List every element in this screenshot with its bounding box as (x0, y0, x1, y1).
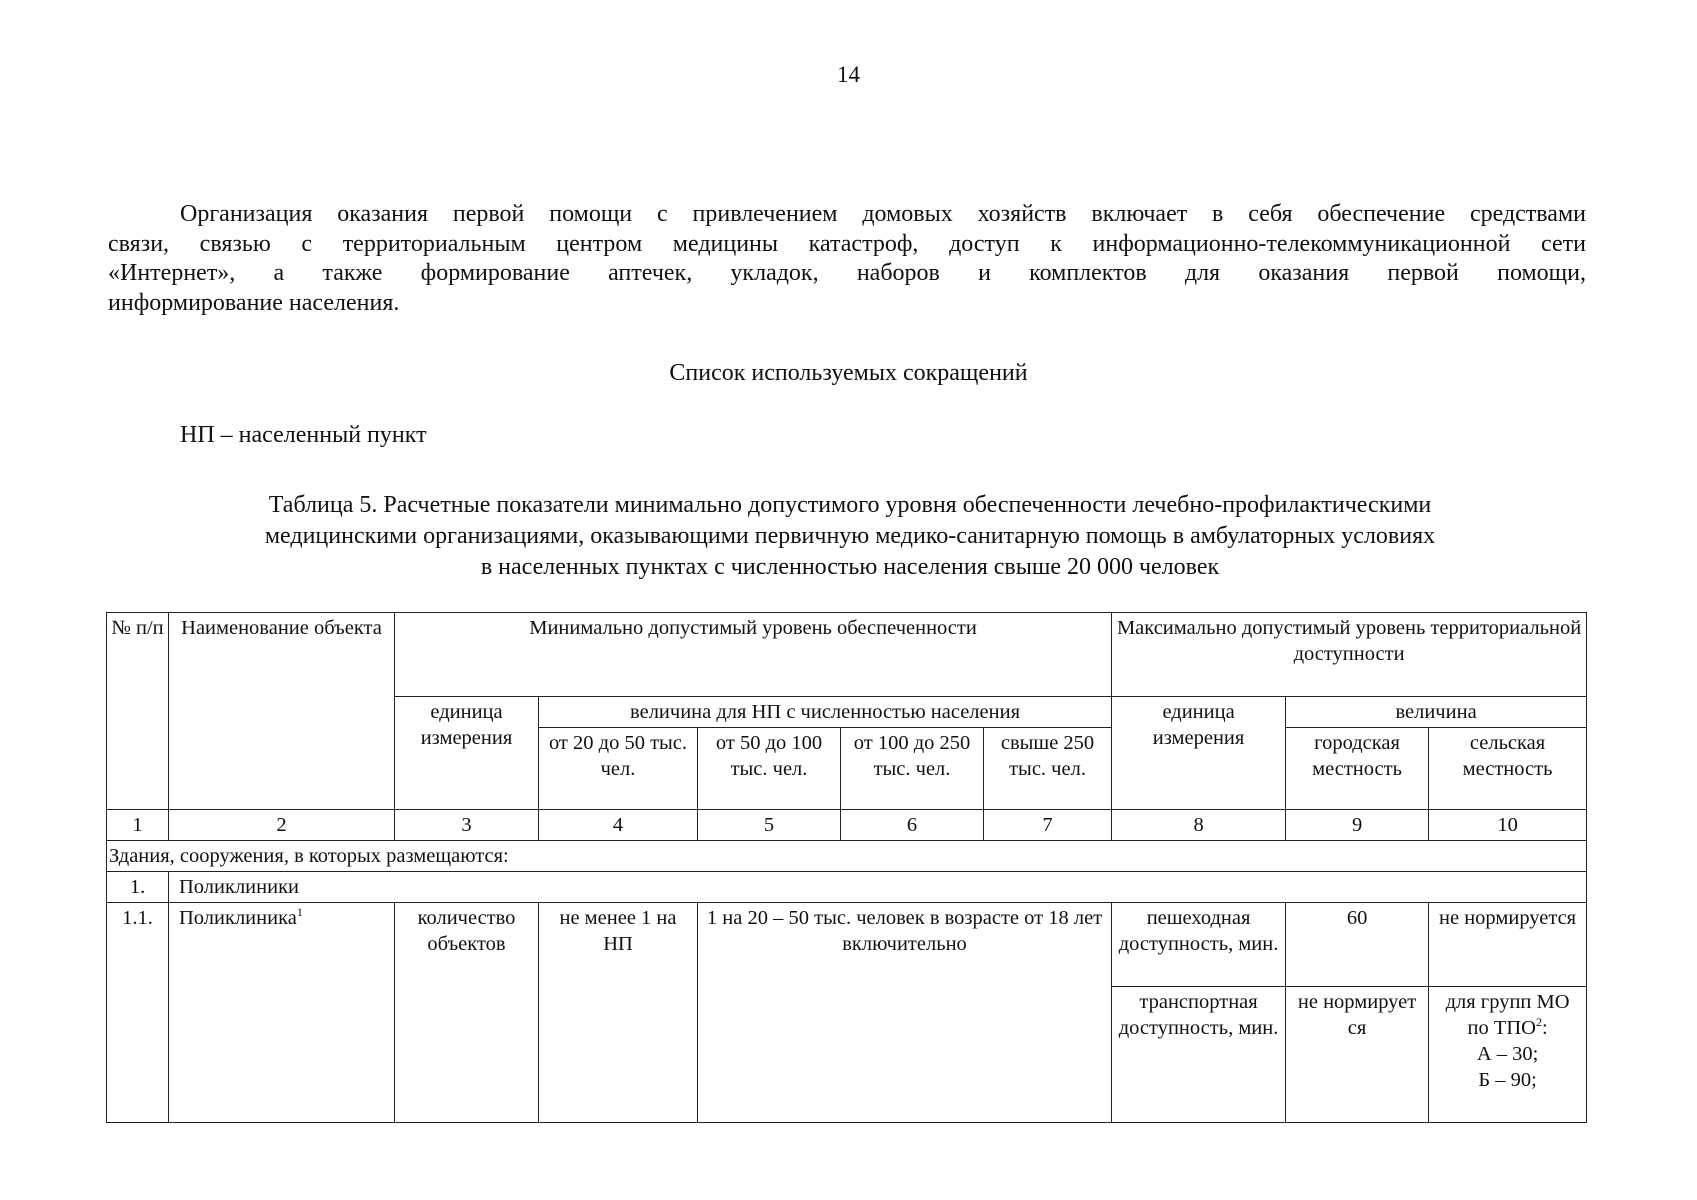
row-transport-rural-line2: А – 30; (1476, 1043, 1539, 1065)
abbreviations-title: Список используемых сокращений (669, 360, 1028, 386)
abbreviation-item: НП – населенный пункт (180, 422, 427, 448)
row-transport-urban: не нормирует ся (1286, 987, 1429, 1123)
header-pop-250-plus: свыше 250 тыс. чел. (984, 728, 1112, 810)
header-num: № п/п (107, 613, 169, 810)
header-max-level: Максимально допустимый уровень территориальной доступности (1112, 613, 1587, 697)
row-pop-20-50: не менее 1 на НП (539, 903, 698, 1123)
column-number-row (107, 810, 1587, 841)
row-transport-rural: для групп МО по ТПО$^2$: А – 30; Б – 90; (1429, 987, 1587, 1123)
row-transport-unit: транспортная доступность, мин. (1112, 987, 1286, 1123)
row-transport-rural-line3: Б – 90; (1478, 1069, 1537, 1091)
column-number: 1 (107, 810, 169, 841)
row-walk-rural: не нормируется (1429, 903, 1587, 987)
indicators-table (106, 612, 1587, 1123)
header-min-level: Минимально допустимый уровень обеспеченности (395, 613, 1112, 697)
header-pop-100-250: от 100 до 250 тыс. чел. (841, 728, 984, 810)
row-walk-unit: пешеходная доступность, мин. (1112, 903, 1286, 987)
header-unit: единица измерения (395, 697, 539, 810)
row-name-text: Поликлиника (179, 907, 297, 929)
paragraph-line: информирование населения. (108, 289, 400, 316)
header-name: Наименование объекта (169, 613, 395, 810)
row-unit: количество объектов (395, 903, 539, 1123)
header-rural: сельская местность (1429, 728, 1587, 810)
row-name (169, 903, 395, 1123)
row-transport-rural-line1: для групп МО по ТПО (1445, 991, 1570, 1039)
table-caption-line: медицинскими организациями, оказывающими первичную медико-санитарную помощь в амбулаторных условиях (264, 523, 1436, 549)
row-transport-rural-footnote: 2 (1535, 1015, 1542, 1030)
row-num: 1.1. (107, 903, 169, 1123)
first-aid-paragraph (108, 200, 1586, 318)
paragraph-line: Организация оказания первой помощи с привлечением домовых хозяйств включает в себя обеспечение средствами (180, 201, 1586, 227)
column-number: 5 (698, 810, 841, 841)
row-walk-urban: 60 (1286, 903, 1429, 987)
group-row-name: Поликлиники (169, 872, 1587, 903)
row-name-footnote: 1 (296, 905, 303, 920)
header-value: величина (1286, 697, 1587, 728)
header-pop-20-50: от 20 до 50 тыс. чел. (539, 728, 698, 810)
column-number: 2 (169, 810, 395, 841)
table-caption (140, 490, 1560, 583)
paragraph-line: «Интернет», а также формирование аптечек, укладок, наборов и комплектов для оказания первой помощи, (108, 260, 1586, 286)
column-number: 9 (1286, 810, 1429, 841)
column-number: 7 (984, 810, 1112, 841)
column-number: 10 (1429, 810, 1587, 841)
column-number: 6 (841, 810, 984, 841)
column-number: 8 (1112, 810, 1286, 841)
group-row-num: 1. (107, 872, 169, 903)
header-pop-50-100: от 50 до 100 тыс. чел. (698, 728, 841, 810)
paragraph-line: связи, связью с территориальным центром медицины катастроф, доступ к информационно-телекоммуникационной сети (108, 230, 1586, 257)
header-value-by-population: величина для НП с численностью населения (539, 697, 1112, 728)
header-urban: городская местность (1286, 728, 1429, 810)
section-row (107, 841, 1587, 872)
page-number: 14 (837, 62, 860, 87)
column-number: 3 (395, 810, 539, 841)
row-pop-50-plus: 1 на 20 – 50 тыс. человек в возрасте от 18 лет включительно (698, 903, 1112, 1123)
table-row (107, 903, 1587, 987)
table-caption-line: в населенных пунктах с численностью населения свыше 20 000 человек (480, 554, 1220, 580)
table-caption-line: Таблица 5. Расчетные показатели минимально допустимого уровня обеспеченности лечебно-профилактическими (268, 492, 1432, 518)
column-number: 4 (539, 810, 698, 841)
header-unit-2: единица измерения (1112, 697, 1286, 810)
section-row-label: Здания, сооружения, в которых размещаются: (107, 841, 1587, 872)
group-row (107, 872, 1587, 903)
